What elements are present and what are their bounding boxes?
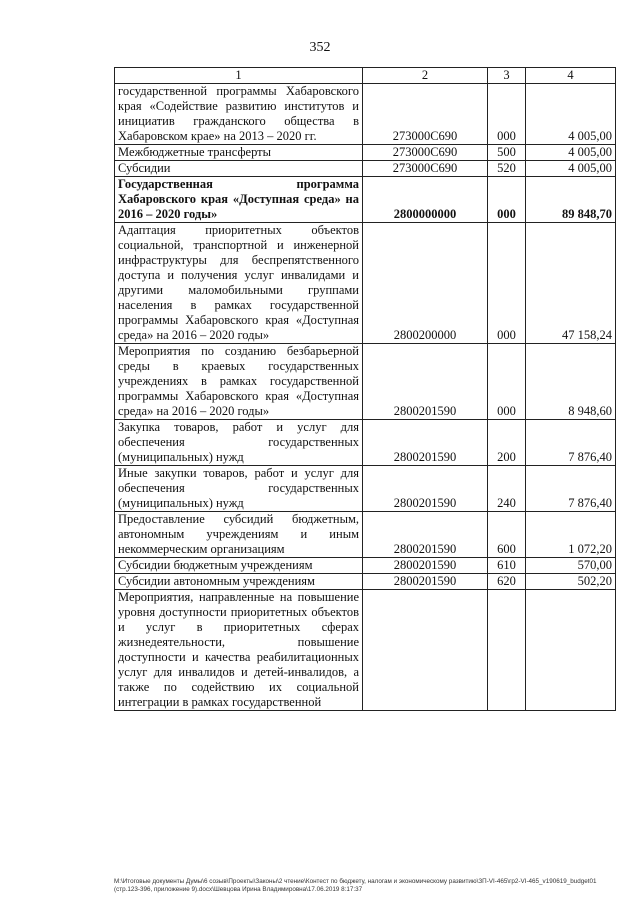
row-type: 200 xyxy=(488,420,526,466)
row-name: Субсидии xyxy=(115,161,363,177)
row-name: Закупка товаров, работ и услуг для обеспечения государственных (муниципальных) нужд xyxy=(115,420,363,466)
row-code: 273000С690 xyxy=(363,84,488,145)
row-type: 000 xyxy=(488,177,526,223)
table-row xyxy=(115,466,616,512)
row-code xyxy=(363,590,488,711)
table-row xyxy=(115,145,616,161)
row-code: 273000С690 xyxy=(363,161,488,177)
table-row xyxy=(115,420,616,466)
row-amount: 4 005,00 xyxy=(526,145,616,161)
table-row xyxy=(115,574,616,590)
row-code: 2800201590 xyxy=(363,420,488,466)
row-amount: 4 005,00 xyxy=(526,84,616,145)
table-header-row xyxy=(115,68,616,84)
table-row xyxy=(115,512,616,558)
row-name: Субсидии бюджетным учреждениям xyxy=(115,558,363,574)
row-name: Адаптация приоритетных объектов социальной, транспортной и инженерной инфраструктуры для беспрепятственного доступа и получения услуг инвалидами и другими маломобильными группами населения в рамках государственной программы Хабаровского края «Доступная среда» на 2016 – 2020 годы» xyxy=(115,223,363,344)
row-type: 520 xyxy=(488,161,526,177)
row-type: 600 xyxy=(488,512,526,558)
row-code: 2800200000 xyxy=(363,223,488,344)
table-row xyxy=(115,223,616,344)
row-amount: 570,00 xyxy=(526,558,616,574)
row-code: 2800201590 xyxy=(363,574,488,590)
table-row xyxy=(115,590,616,711)
row-type: 000 xyxy=(488,223,526,344)
header-col-4: 4 xyxy=(526,68,616,84)
row-name: государственной программы Хабаровского края «Содействие развитию институтов и инициатив гражданского общества в Хабаровском крае» на 2013 – 2020 гг. xyxy=(115,84,363,145)
row-code: 2800201590 xyxy=(363,466,488,512)
row-amount: 7 876,40 xyxy=(526,420,616,466)
row-type: 610 xyxy=(488,558,526,574)
row-amount: 8 948,60 xyxy=(526,344,616,420)
header-col-1: 1 xyxy=(115,68,363,84)
row-code: 2800000000 xyxy=(363,177,488,223)
header-col-3: 3 xyxy=(488,68,526,84)
row-code: 2800201590 xyxy=(363,558,488,574)
table-row xyxy=(115,84,616,145)
row-amount xyxy=(526,590,616,711)
row-type: 500 xyxy=(488,145,526,161)
budget-table xyxy=(114,67,616,711)
row-name: Иные закупки товаров, работ и услуг для обеспечения государственных (муниципальных) нужд xyxy=(115,466,363,512)
row-type: 000 xyxy=(488,344,526,420)
row-amount: 47 158,24 xyxy=(526,223,616,344)
row-type: 620 xyxy=(488,574,526,590)
row-type: 000 xyxy=(488,84,526,145)
row-name: Субсидии автономным учреждениям xyxy=(115,574,363,590)
row-amount: 7 876,40 xyxy=(526,466,616,512)
row-name: Межбюджетные трансферты xyxy=(115,145,363,161)
row-amount: 502,20 xyxy=(526,574,616,590)
row-code: 273000С690 xyxy=(363,145,488,161)
file-path-footer: M:\Итоговые документы Думы\6 созыв\Проекты\Законы\2 чтение\Контест по бюджету, налогам и экономическому развитию\ЗП-VI-465\гр2-VI-465_v190619_budget01 (стр.123-396, приложение 9).docx\Шевцова Ирина Владимировна\17.06.2019 8:17:37 xyxy=(114,878,597,893)
row-code: 2800201590 xyxy=(363,344,488,420)
row-name: Мероприятия, направленные на повышение уровня доступности приоритетных объектов и услуг в приоритетных сферах жизнедеятельности, повышение доступности и качества реабилитационных услуг для инвалидов и детей-инвалидов, а также по содействию их социальной интеграции в рамках государственной xyxy=(115,590,363,711)
row-name: Мероприятия по созданию безбарьерной среды в краевых государственных учреждениях в рамках государственной программы Хабаровского края «Доступная среда» на 2016 – 2020 годы» xyxy=(115,344,363,420)
header-col-2: 2 xyxy=(363,68,488,84)
table-row xyxy=(115,558,616,574)
row-amount: 89 848,70 xyxy=(526,177,616,223)
row-amount: 4 005,00 xyxy=(526,161,616,177)
row-name: Предоставление субсидий бюджетным, автономным учреждениям и иным некоммерческим организациям xyxy=(115,512,363,558)
table-row xyxy=(115,161,616,177)
row-name: Государственная программа Хабаровского края «Доступная среда» на 2016 – 2020 годы» xyxy=(115,177,363,223)
row-type: 240 xyxy=(488,466,526,512)
row-code: 2800201590 xyxy=(363,512,488,558)
table-row xyxy=(115,344,616,420)
table-row xyxy=(115,177,616,223)
page-number: 352 xyxy=(309,40,331,55)
row-type xyxy=(488,590,526,711)
row-amount: 1 072,20 xyxy=(526,512,616,558)
